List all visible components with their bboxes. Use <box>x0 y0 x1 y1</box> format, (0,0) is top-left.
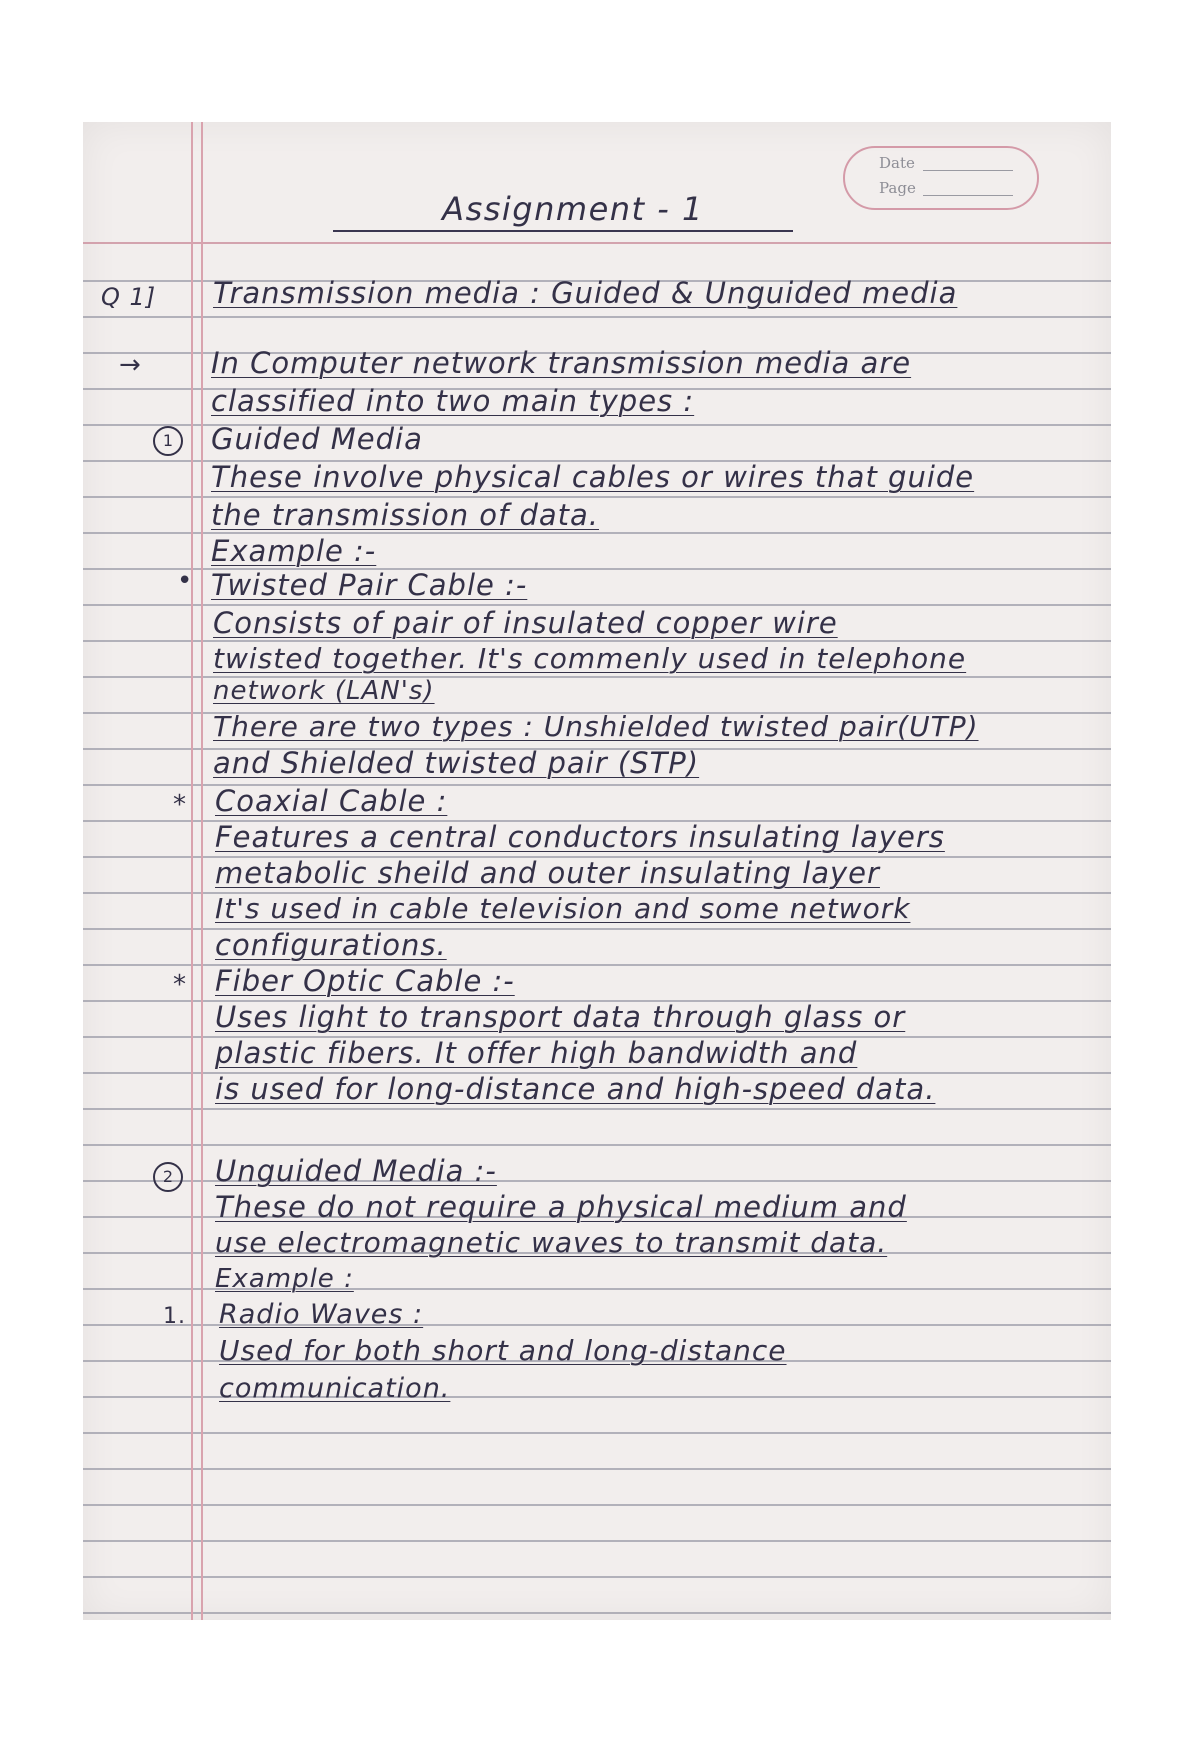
intro-line-2: classified into two main types : <box>211 384 695 418</box>
fiber-line-1: Uses light to transport data through glass or <box>215 1000 906 1034</box>
date-page-stamp <box>843 146 1039 210</box>
ruled-line <box>83 1468 1111 1470</box>
coaxial-title: Coaxial Cable : <box>215 784 448 818</box>
twisted-pair-line-4: There are two types : Unshielded twisted pair(UTP) <box>213 710 979 743</box>
guided-desc-1: These involve physical cables or wires that guide <box>211 460 975 494</box>
radio-line-2: communication. <box>219 1373 451 1404</box>
ruled-line <box>83 1144 1111 1146</box>
asterisk-icon: * <box>173 790 186 820</box>
unguided-example-label: Example : <box>215 1264 354 1294</box>
twisted-pair-line-3: network (LAN's) <box>213 676 435 706</box>
question-heading: Transmission media : Guided & Unguided media <box>213 276 958 310</box>
twisted-pair-line-1: Consists of pair of insulated copper wire <box>213 606 838 640</box>
unguided-desc-1: These do not require a physical medium and <box>215 1190 907 1224</box>
question-number: Q 1] <box>101 283 157 311</box>
fiber-line-3: is used for long-distance and high-speed data. <box>215 1072 936 1106</box>
header-rule <box>83 242 1111 244</box>
fiber-line-2: plastic fibers. It offer high bandwidth and <box>215 1036 858 1070</box>
unguided-desc-2: use electromagnetic waves to transmit data. <box>215 1226 888 1259</box>
twisted-pair-title: Twisted Pair Cable :- <box>211 568 528 602</box>
date-label: Date <box>879 154 915 172</box>
ruled-line <box>83 1108 1111 1110</box>
page-title: Assignment - 1 <box>442 190 704 228</box>
radio-title: Radio Waves : <box>219 1299 424 1330</box>
bullet-icon: • <box>177 566 193 596</box>
ruled-line <box>83 1432 1111 1434</box>
notebook-page <box>83 122 1111 1620</box>
title-underline <box>333 230 793 232</box>
guided-desc-2: the transmission of data. <box>211 498 599 532</box>
section-number-1: 1 <box>153 426 183 456</box>
ruled-line <box>83 1576 1111 1578</box>
coaxial-line-1: Features a central conductors insulating layers <box>215 820 945 854</box>
margin-line <box>191 122 193 1620</box>
coaxial-line-3: It's used in cable television and some network <box>215 892 911 925</box>
twisted-pair-line-5: and Shielded twisted pair (STP) <box>213 746 700 780</box>
fiber-title: Fiber Optic Cable :- <box>215 964 515 998</box>
coaxial-line-4: configurations. <box>215 928 447 962</box>
twisted-pair-line-2: twisted together. It's commenly used in telephone <box>213 642 967 675</box>
ruled-line <box>83 316 1111 318</box>
intro-line-1: In Computer network transmission media are <box>211 346 912 380</box>
ruled-line <box>83 1504 1111 1506</box>
guided-title: Guided Media <box>211 422 423 456</box>
margin-line-inner <box>201 122 203 1620</box>
ruled-line <box>83 1612 1111 1614</box>
guided-example-label: Example :- <box>211 534 377 568</box>
unguided-title: Unguided Media :- <box>215 1154 497 1188</box>
arrow-icon: → <box>119 350 141 380</box>
coaxial-line-2: metabolic sheild and outer insulating layer <box>215 856 880 890</box>
radio-line-1: Used for both short and long-distance <box>219 1334 787 1367</box>
ruled-line <box>83 1540 1111 1542</box>
radio-number: 1. <box>163 1304 186 1329</box>
date-line <box>923 170 1013 171</box>
page-label: Page <box>879 179 916 197</box>
asterisk-icon: * <box>173 970 186 1000</box>
page-line <box>923 195 1013 196</box>
section-number-2: 2 <box>153 1162 183 1192</box>
